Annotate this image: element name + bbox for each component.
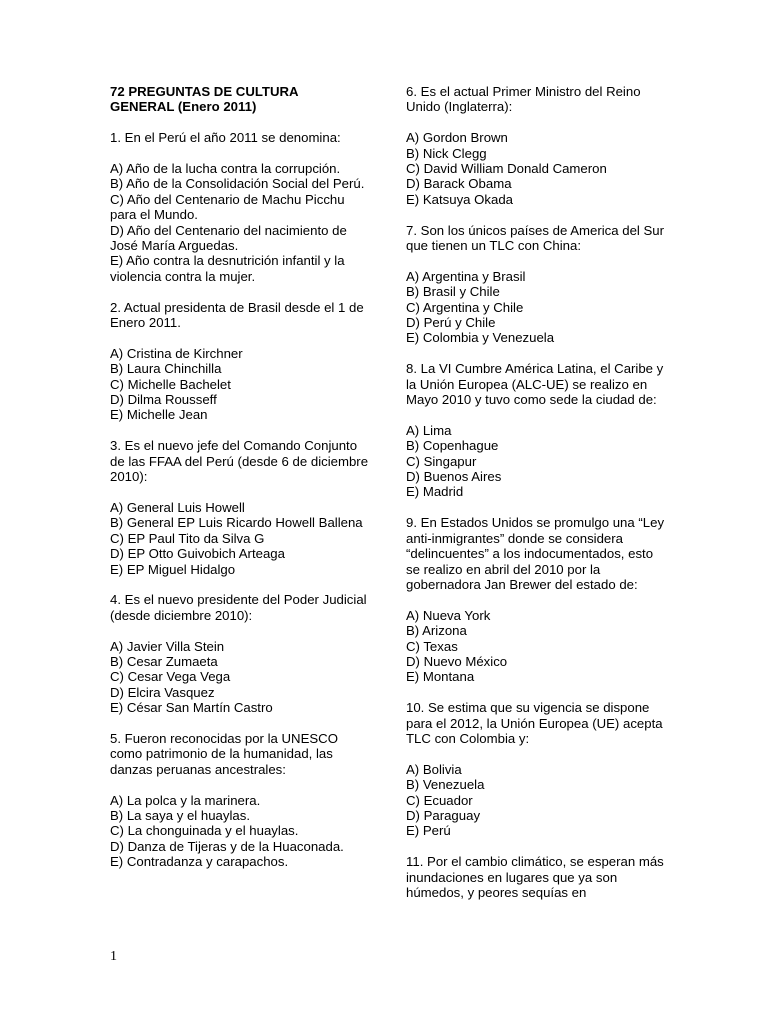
answer-option: D) EP Otto Guivobich Arteaga (110, 546, 285, 562)
answer-options (110, 346, 370, 423)
answer-options (406, 423, 668, 500)
answer-options (110, 161, 370, 284)
answer-option: E) Año contra la desnutrición infantil y la violencia contra la mujer. (110, 253, 345, 284)
answer-option: C) David William Donald Cameron (406, 161, 607, 177)
answer-option: B) Venezuela (406, 777, 485, 793)
answer-option: A) Cristina de Kirchner (110, 345, 243, 361)
left-column (110, 84, 370, 885)
answer-option: C) Singapur (406, 453, 477, 469)
answer-option: D) Dilma Rousseff (110, 392, 217, 408)
answer-options (406, 608, 668, 685)
answer-option: C) Michelle Bachelet (110, 376, 231, 392)
question-7 (406, 223, 668, 346)
question-text: 9. En Estados Unidos se promulgo una “Ley anti-inmigrantes” donde se considera “delincuentes” a los indocumentados, esto se realizo en abril del 2010 por la gobernadora Jan Brewer del estado de: (406, 515, 665, 592)
question-2 (110, 300, 370, 423)
answer-option: A) Javier Villa Stein (110, 638, 225, 654)
answer-option: A) General Luis Howell (110, 499, 245, 515)
answer-option: A) Gordon Brown (406, 130, 508, 146)
answer-option: A) Año de la lucha contra la corrupción. (110, 161, 341, 176)
answer-option: D) Elcira Vasquez (110, 684, 215, 700)
answer-option: E) Michelle Jean (110, 407, 208, 423)
answer-option: C) La chonguinada y el huaylas. (110, 823, 299, 839)
document-title (110, 84, 370, 115)
answer-options (406, 269, 668, 346)
answer-option: E) Madrid (406, 484, 464, 500)
answer-option: C) Argentina y Chile (406, 299, 524, 315)
answer-options (406, 130, 668, 207)
answer-option: E) Colombia y Venezuela (406, 330, 555, 346)
answer-option: C) Ecuador (406, 792, 473, 808)
answer-options (110, 793, 370, 870)
answer-option: E) Contradanza y carapachos. (110, 854, 289, 870)
page-number: 1 (110, 949, 117, 964)
question-text: 10. Se estima que su vigencia se dispone para el 2012, la Unión Europea (UE) acepta TLC con Colombia y: (406, 700, 663, 746)
answer-option: D) Danza de Tijeras y de la Huaconada. (110, 838, 344, 854)
answer-option: E) César San Martín Castro (110, 700, 273, 716)
question-text: 2. Actual presidenta de Brasil desde el 1 de Enero 2011. (110, 299, 364, 331)
answer-option: B) Laura Chinchilla (110, 361, 222, 377)
answer-option: C) Cesar Vega Vega (110, 669, 231, 685)
question-text: 5. Fueron reconocidas por la UNESCO como patrimonio de la humanidad, las danzas peruanas ancestrales: (110, 730, 338, 777)
question-text: 8. La VI Cumbre América Latina, el Caribe y la Unión Europea (ALC-UE) se realizo en Mayo 2010 y tuvo como sede la ciudad de: (406, 361, 664, 408)
question-5 (110, 731, 370, 870)
answer-option: E) Katsuya Okada (406, 191, 514, 207)
question-text: 7. Son los únicos países de America del Sur que tienen un TLC con China: (406, 222, 665, 254)
right-column (406, 84, 668, 916)
answer-options (110, 500, 370, 577)
question-text: 4. Es el nuevo presidente del Poder Judicial (desde diciembre 2010): (110, 592, 367, 623)
question-3 (110, 438, 370, 577)
answer-option: C) Año del Centenario de Machu Picchu para el Mundo. (110, 191, 345, 223)
answer-option: E) Montana (406, 669, 475, 685)
answer-option: B) Arizona (406, 623, 467, 639)
answer-option: A) Lima (406, 422, 452, 438)
answer-option: A) Bolivia (406, 761, 462, 777)
answer-option: D) Nuevo México (406, 653, 508, 669)
question-text: 11. Por el cambio climático, se esperan más inundaciones en lugares que ya son húmedos, y peores sequías en (406, 854, 664, 900)
question-10 (406, 700, 668, 839)
answer-option: A) Argentina y Brasil (406, 268, 526, 284)
answer-option: D) Barack Obama (406, 176, 512, 192)
answer-options (110, 639, 370, 716)
question-text: 3. Es el nuevo jefe del Comando Conjunto de las FFAA del Perú (desde 6 de diciembre 2010): (110, 438, 369, 485)
answer-option: B) Cesar Zumaeta (110, 653, 218, 669)
question-11 (406, 854, 668, 900)
answer-option: D) Perú y Chile (406, 315, 496, 331)
question-8 (406, 361, 668, 500)
answer-option: D) Año del Centenario del nacimiento de José María Arguedas. (110, 222, 347, 254)
document-title-line-1: 72 PREGUNTAS DE CULTURA (110, 84, 299, 99)
answer-option: C) EP Paul Tito da Silva G (110, 530, 265, 546)
answer-option: D) Buenos Aires (406, 469, 502, 485)
answer-option: B) Brasil y Chile (406, 284, 500, 300)
answer-option: D) Paraguay (406, 807, 481, 823)
answer-option: E) EP Miguel Hidalgo (110, 561, 236, 577)
answer-option: B) Año de la Consolidación Social del Perú. (110, 176, 365, 192)
answer-options (406, 762, 668, 839)
question-1 (110, 130, 370, 284)
answer-option: A) La polca y la marinera. (110, 792, 261, 808)
question-4 (110, 592, 370, 715)
answer-option: E) Perú (406, 823, 451, 839)
question-9 (406, 515, 668, 684)
answer-option: B) Copenhague (406, 438, 499, 454)
answer-option: A) Nueva York (406, 607, 491, 623)
answer-option: B) Nick Clegg (406, 145, 487, 161)
document-title-line-2: GENERAL (Enero 2011) (110, 99, 257, 115)
answer-option: B) General EP Luis Ricardo Howell Ballena (110, 515, 363, 531)
question-6 (406, 84, 668, 207)
answer-option: B) La saya y el huaylas. (110, 807, 251, 823)
question-text: 6. Es el actual Primer Ministro del Reino Unido (Inglaterra): (406, 84, 641, 115)
answer-option: C) Texas (406, 638, 458, 654)
question-text: 1. En el Perú el año 2011 se denomina: (110, 130, 341, 146)
